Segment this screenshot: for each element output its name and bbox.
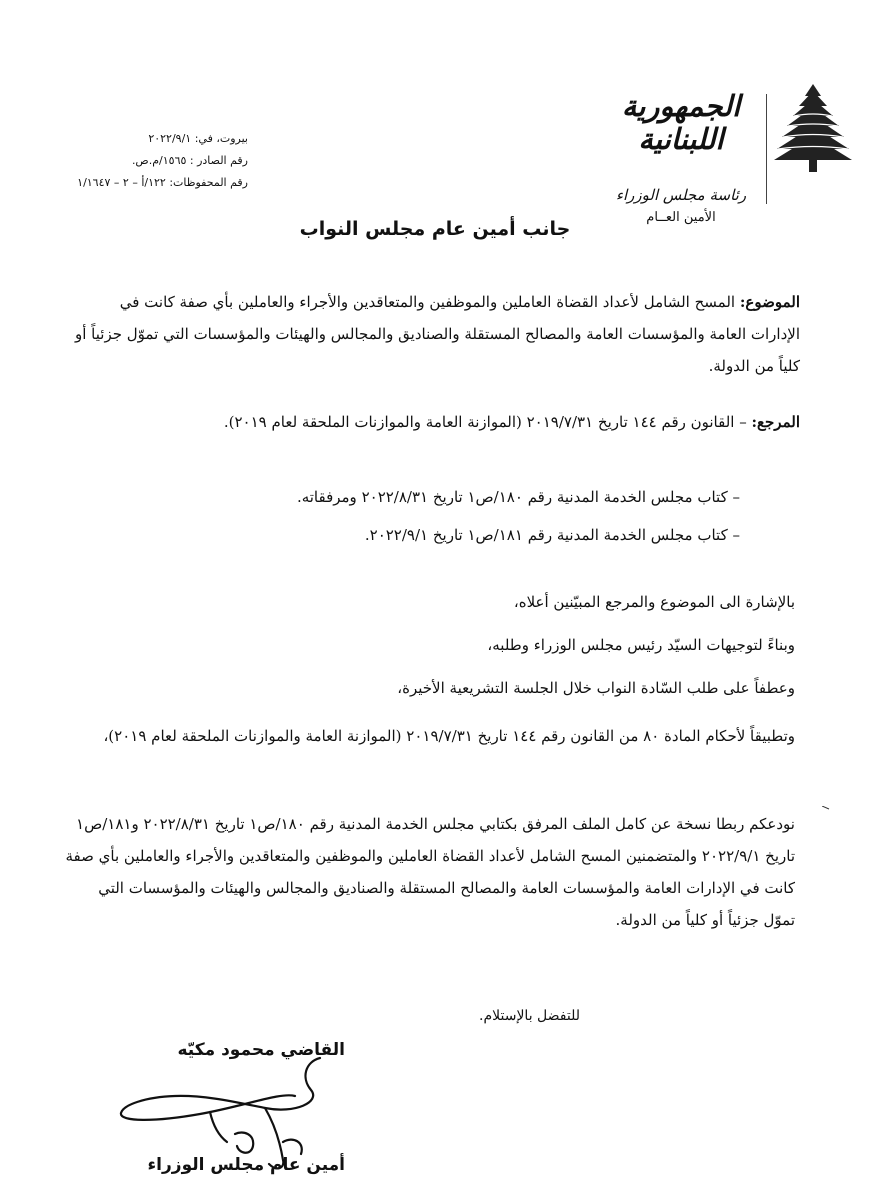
reference-item-3: – كتاب مجلس الخدمة المدنية رقم ١٨١/ص١ تاريخ ٢٠٢٢/٩/١. — [364, 526, 740, 544]
reference-item-2: – كتاب مجلس الخدمة المدنية رقم ١٨٠/ص١ تاريخ ٢٠٢٢/٨/٣١ ومرفقاته. — [296, 488, 740, 506]
reference-label: المرجع: — [751, 413, 800, 431]
reference-item-1: – القانون رقم ١٤٤ تاريخ ٢٠١٩/٧/٣١ (الموازنة العامة والموازنات الملحقة لعام ٢٠١٩). — [223, 413, 747, 431]
paragraph-4: وتطبيقاً لأحكام المادة ٨٠ من القانون رقم ١٤٤ تاريخ ٢٠١٩/٧/٣١ (الموازنة العامة والموازنات الملحقة لعام ٢٠١٩)، — [103, 727, 795, 745]
paragraph-2: وبناءً لتوجيهات السيّد رئيس مجلس الوزراء وطلبه، — [487, 636, 795, 654]
subject-text: المسح الشامل لأعداد القضاة العاملين والموظفين والمتعاقدين والأجراء والعاملين بأي صفة كانت في الإدارات العامة والمؤسسات العامة والمصالح المستقلة والصناديق والمجالس والهيئات والمؤسسات التي تموّل جزئياً أو كلياً من الدولة. — [75, 293, 800, 375]
subject-block — [70, 286, 800, 382]
issue-number-line: رقم الصادر : ١٥٦٥/م.ص. — [131, 154, 248, 167]
stray-mark — [822, 795, 830, 799]
paragraph-3: وعطفاً على طلب السّادة النواب خلال الجلسة التشريعية الأخيرة، — [397, 679, 795, 697]
paragraph-1: بالإشارة الى الموضوع والمرجع المبيّنين أعلاه، — [513, 593, 795, 611]
addressee: جانب أمين عام مجلس النواب — [299, 218, 571, 240]
paragraph-5: نودعكم ربطا نسخة عن كامل الملف المرفق بكتابي مجلس الخدمة المدنية رقم ١٨٠/ص١ تاريخ ٢٠٢٢/٨/٣١ و١٨١/ص١ تاريخ ٢٠٢٢/٩/١ والمتضمنين المسح الشامل لأعداد القضاة العاملين والموظفين والمتعاقدين والأجراء والعاملين بأي صفة كانت في الإدارات العامة والمؤسسات العامة والمصالح المستقلة والصناديق والمجالس والهيئات والمؤسسات التي تموّل جزئياً أو كلياً من الدولة. — [65, 815, 795, 929]
republic-name: الجمهورية اللبنانية — [621, 89, 741, 156]
cedar-tree-icon — [774, 82, 852, 174]
reference-numbers — [38, 128, 248, 194]
subject-label: الموضوع: — [739, 293, 800, 311]
presidency-label: رئاسة مجلس الوزراء — [615, 186, 747, 204]
closing-line: للتفضل بالإستلام. — [479, 1008, 580, 1024]
signatory-name: القاضي محمود مكيّه — [177, 1040, 345, 1060]
reference-block — [70, 406, 800, 438]
signatory-title: أمين عام مجلس الوزراء — [147, 1155, 345, 1175]
date-line: بيروت، في: ٢٠٢٢/٩/١ — [148, 132, 248, 145]
letterhead-divider — [766, 94, 767, 204]
archive-number-line: رقم المحفوظات: ١٢٢/أ – ٢ – ١/١٦٤٧ — [77, 176, 248, 189]
secretary-general-label: الأمين العــام — [646, 210, 716, 225]
